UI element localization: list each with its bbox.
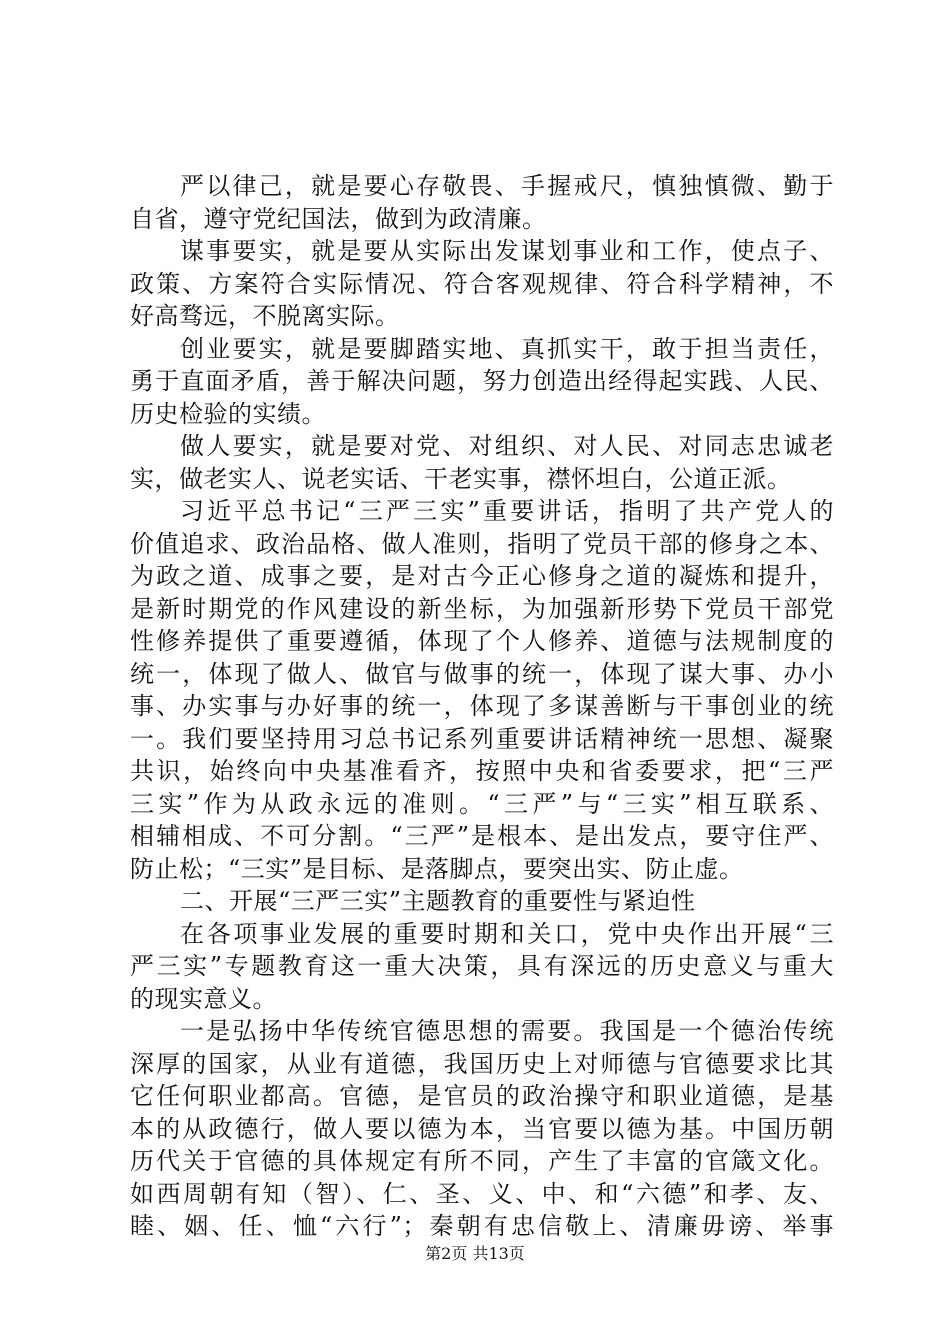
text-line: 历史检验的实绩。 <box>130 399 326 428</box>
text-line: 二、开展“三严三实”主题教育的重要性与紧迫性 <box>180 887 696 915</box>
text-line: 谋事要实，就是要从实际出发谋划事业和工作，使点子、 <box>180 237 834 265</box>
text-line: 好高骛远，不脱离实际。 <box>130 302 400 330</box>
text-line: 如西周朝有知（智）、仁、圣、义、中、和“六德”和孝、友、 <box>130 1179 834 1208</box>
text-line: 性修养提供了重要遵循，体现了个人修养、道德与法规制度的 <box>130 627 834 655</box>
text-line: 为政之道、成事之要，是对古今正心修身之道的凝炼和提升， <box>130 562 834 590</box>
text-line: 一是弘扬中华传统官德思想的需要。我国是一个德治传统 <box>180 1017 834 1045</box>
text-line: 相辅相成、不可分割。“三严”是根本、是出发点，要守住严、 <box>130 822 834 850</box>
text-line: 实，做老实人、说老实话、干老实事，襟怀坦白，公道正派。 <box>130 464 792 493</box>
text-line: 勇于直面矛盾，善于解决问题，努力创造出经得起实践、人民、 <box>130 367 834 395</box>
text-line: 睦、姻、任、恤“六行”；秦朝有忠信敬上、清廉毋谤、举事 <box>130 1212 834 1240</box>
text-line: 它任何职业都高。官德，是官员的政治操守和职业道德，是基 <box>130 1082 834 1110</box>
text-line: 价值追求、政治品格、做人准则，指明了党员干部的修身之本、 <box>130 529 834 558</box>
text-line: 的现实意义。 <box>130 984 277 1013</box>
text-line: 习近平总书记“三严三实”重要讲话，指明了共产党人的 <box>180 497 834 525</box>
text-line: 做人要实，就是要对党、对组织、对人民、对同志忠诚老 <box>180 432 834 460</box>
page-footer: 第2页 共13页 <box>425 1244 525 1263</box>
text-line: 自省，遵守党纪国法，做到为政清廉。 <box>130 204 547 233</box>
text-line: 深厚的国家，从业有道德，我国历史上对师德与官德要求比其 <box>130 1049 834 1078</box>
text-line: 统一，体现了做人、做官与做事的统一，体现了谋大事、办小 <box>130 659 834 688</box>
text-line: 事、办实事与办好事的统一，体现了多谋善断与干事创业的统 <box>130 692 834 720</box>
text-line: 严三实”专题教育这一重大决策，具有深远的历史意义与重大 <box>130 952 834 980</box>
text-line: 在各项事业发展的重要时期和关口，党中央作出开展“三 <box>180 919 834 948</box>
text-line: 历代关于官德的具体规定有所不同，产生了丰富的官箴文化。 <box>130 1147 834 1175</box>
text-line: 防止松；“三实”是目标、是落脚点，要突出实、防止虚。 <box>130 854 744 883</box>
text-line: 本的从政德行，做人要以德为本，当官要以德为基。中国历朝 <box>130 1114 834 1143</box>
document-body <box>130 170 834 1243</box>
text-line: 三实”作为从政永远的准则。“三严”与“三实”相互联系、 <box>130 789 834 818</box>
text-line: 创业要实，就是要脚踏实地、真抓实干，敢于担当责任， <box>180 334 834 363</box>
text-line: 政策、方案符合实际情况、符合客观规律、符合科学精神，不 <box>130 269 834 298</box>
text-line: 是新时期党的作风建设的新坐标，为加强新形势下党员干部党 <box>130 594 834 623</box>
text-line: 共识，始终向中央基准看齐，按照中央和省委要求，把“三严 <box>130 757 834 785</box>
text-line: 严以律己，就是要心存敬畏、手握戒尺，慎独慎微、勤于 <box>180 172 834 200</box>
text-line: 一。我们要坚持用习总书记系列重要讲话精神统一思想、凝聚 <box>130 724 834 753</box>
